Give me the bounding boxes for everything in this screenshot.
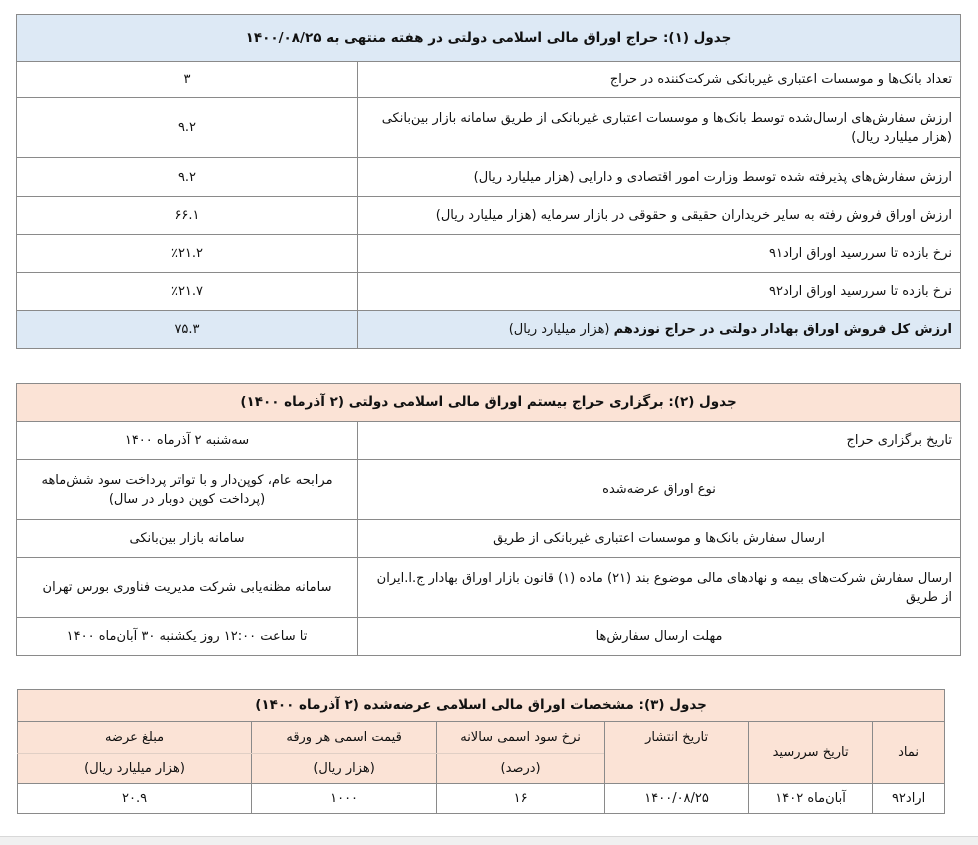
auction-results-table bbox=[16, 14, 961, 349]
cell-amount: ۲۰.۹ bbox=[18, 784, 252, 814]
row-value: سه‌شنبه ۲ آذرماه ۱۴۰۰ bbox=[17, 422, 358, 460]
row-label: تاریخ برگزاری حراج bbox=[358, 422, 961, 460]
total-label-text: ارزش کل فروش اوراق بهادار دولتی در حراج نوزدهم bbox=[613, 322, 952, 337]
row-label: نرخ بازده تا سررسید اوراق اراد۹۲ bbox=[358, 273, 961, 311]
row-value: ۶۶.۱ bbox=[17, 197, 358, 235]
header-amount-unit: (هزار میلیارد ریال) bbox=[18, 754, 252, 784]
header-rate: نرخ سود اسمی سالانه bbox=[437, 722, 605, 754]
table-row bbox=[17, 460, 961, 520]
row-value: ۹.۲ bbox=[17, 98, 358, 158]
header-rate-unit: (درصد) bbox=[437, 754, 605, 784]
header-price: قیمت اسمی هر ورقه bbox=[252, 722, 437, 754]
row-value: ٪۲۱.۷ bbox=[17, 273, 358, 311]
row-value: ۳ bbox=[17, 62, 358, 98]
total-row bbox=[17, 311, 961, 349]
row-label: ارسال سفارش بانک‌ها و موسسات اعتباری غیربانکی از طریق bbox=[358, 520, 961, 558]
cell-symbol: اراد۹۲ bbox=[873, 784, 945, 814]
cell-rate: ۱۶ bbox=[437, 784, 605, 814]
row-label: مهلت ارسال سفارش‌ها bbox=[358, 618, 961, 656]
row-label: ارسال سفارش شرکت‌های بیمه و نهادهای مالی موضوع بند (۲۱) ماده (۱) قانون بازار اوراق بهادار ج.ا.ایران از طریق bbox=[358, 558, 961, 618]
header-symbol: نماد bbox=[873, 722, 945, 784]
row-label: ارزش سفارش‌های پذیرفته شده توسط وزارت امور اقتصادی و دارایی (هزار میلیارد ریال) bbox=[358, 158, 961, 197]
row-value: سامانه بازار بین‌بانکی bbox=[17, 520, 358, 558]
table-row bbox=[18, 784, 945, 814]
row-value: مرابحه عام، کوپن‌دار و با تواتر پرداخت سود شش‌ماهه (پرداخت کوپن دوبار در سال) bbox=[17, 460, 358, 520]
total-label-unit: (هزار میلیارد ریال) bbox=[508, 322, 610, 337]
cell-maturity: آبان‌ماه ۱۴۰۲ bbox=[749, 784, 873, 814]
row-label: تعداد بانک‌ها و موسسات اعتباری غیربانکی شرکت‌کننده در حراج bbox=[358, 62, 961, 98]
row-label: ارزش اوراق فروش رفته به سایر خریداران حقیقی و حقوقی در بازار سرمایه (هزار میلیارد ریال) bbox=[358, 197, 961, 235]
row-value: ۹.۲ bbox=[17, 158, 358, 197]
table-row bbox=[17, 158, 961, 197]
header-maturity: تاریخ سررسید bbox=[749, 722, 873, 784]
table2-title: جدول (۲): برگزاری حراج بیستم اوراق مالی اسلامی دولتی (۲ آذرماه ۱۴۰۰) bbox=[17, 384, 961, 422]
total-value: ۷۵.۳ bbox=[17, 311, 358, 349]
header-issue-date: تاریخ انتشار bbox=[605, 722, 749, 784]
row-label: ارزش سفارش‌های ارسال‌شده توسط بانک‌ها و موسسات اعتباری غیربانکی از طریق سامانه بازار بین‌بانکی (هزار میلیارد ریال) bbox=[358, 98, 961, 158]
row-label: نوع اوراق عرضه‌شده bbox=[358, 460, 961, 520]
table-row bbox=[17, 273, 961, 311]
offered-securities-table bbox=[17, 689, 945, 814]
auction-schedule-table bbox=[16, 383, 961, 656]
header-row bbox=[18, 722, 945, 754]
table-row bbox=[17, 62, 961, 98]
row-label: نرخ بازده تا سررسید اوراق اراد۹۱ bbox=[358, 235, 961, 273]
table-row bbox=[17, 235, 961, 273]
table-row bbox=[17, 98, 961, 158]
table-row bbox=[17, 618, 961, 656]
header-price-unit: (هزار ریال) bbox=[252, 754, 437, 784]
table-row bbox=[17, 197, 961, 235]
table-row bbox=[17, 422, 961, 460]
cell-issue-date: ۱۴۰۰/۰۸/۲۵ bbox=[605, 784, 749, 814]
row-value: ٪۲۱.۲ bbox=[17, 235, 358, 273]
table-row bbox=[17, 558, 961, 618]
row-value: تا ساعت ۱۲:۰۰ روز یکشنبه ۳۰ آبان‌ماه ۱۴۰۰ bbox=[17, 618, 358, 656]
row-value: سامانه مظنه‌یابی شرکت مدیریت فناوری بورس تهران bbox=[17, 558, 358, 618]
table1-title: جدول (۱): حراج اوراق مالی اسلامی دولتی در هفته منتهی به ۱۴۰۰/۰۸/۲۵ bbox=[17, 15, 961, 62]
total-label bbox=[358, 311, 961, 349]
cell-price: ۱۰۰۰ bbox=[252, 784, 437, 814]
table-row bbox=[17, 520, 961, 558]
header-amount: مبلغ عرضه bbox=[18, 722, 252, 754]
table3-title: جدول (۳): مشخصات اوراق مالی اسلامی عرضه‌شده (۲ آذرماه ۱۴۰۰) bbox=[18, 690, 945, 722]
